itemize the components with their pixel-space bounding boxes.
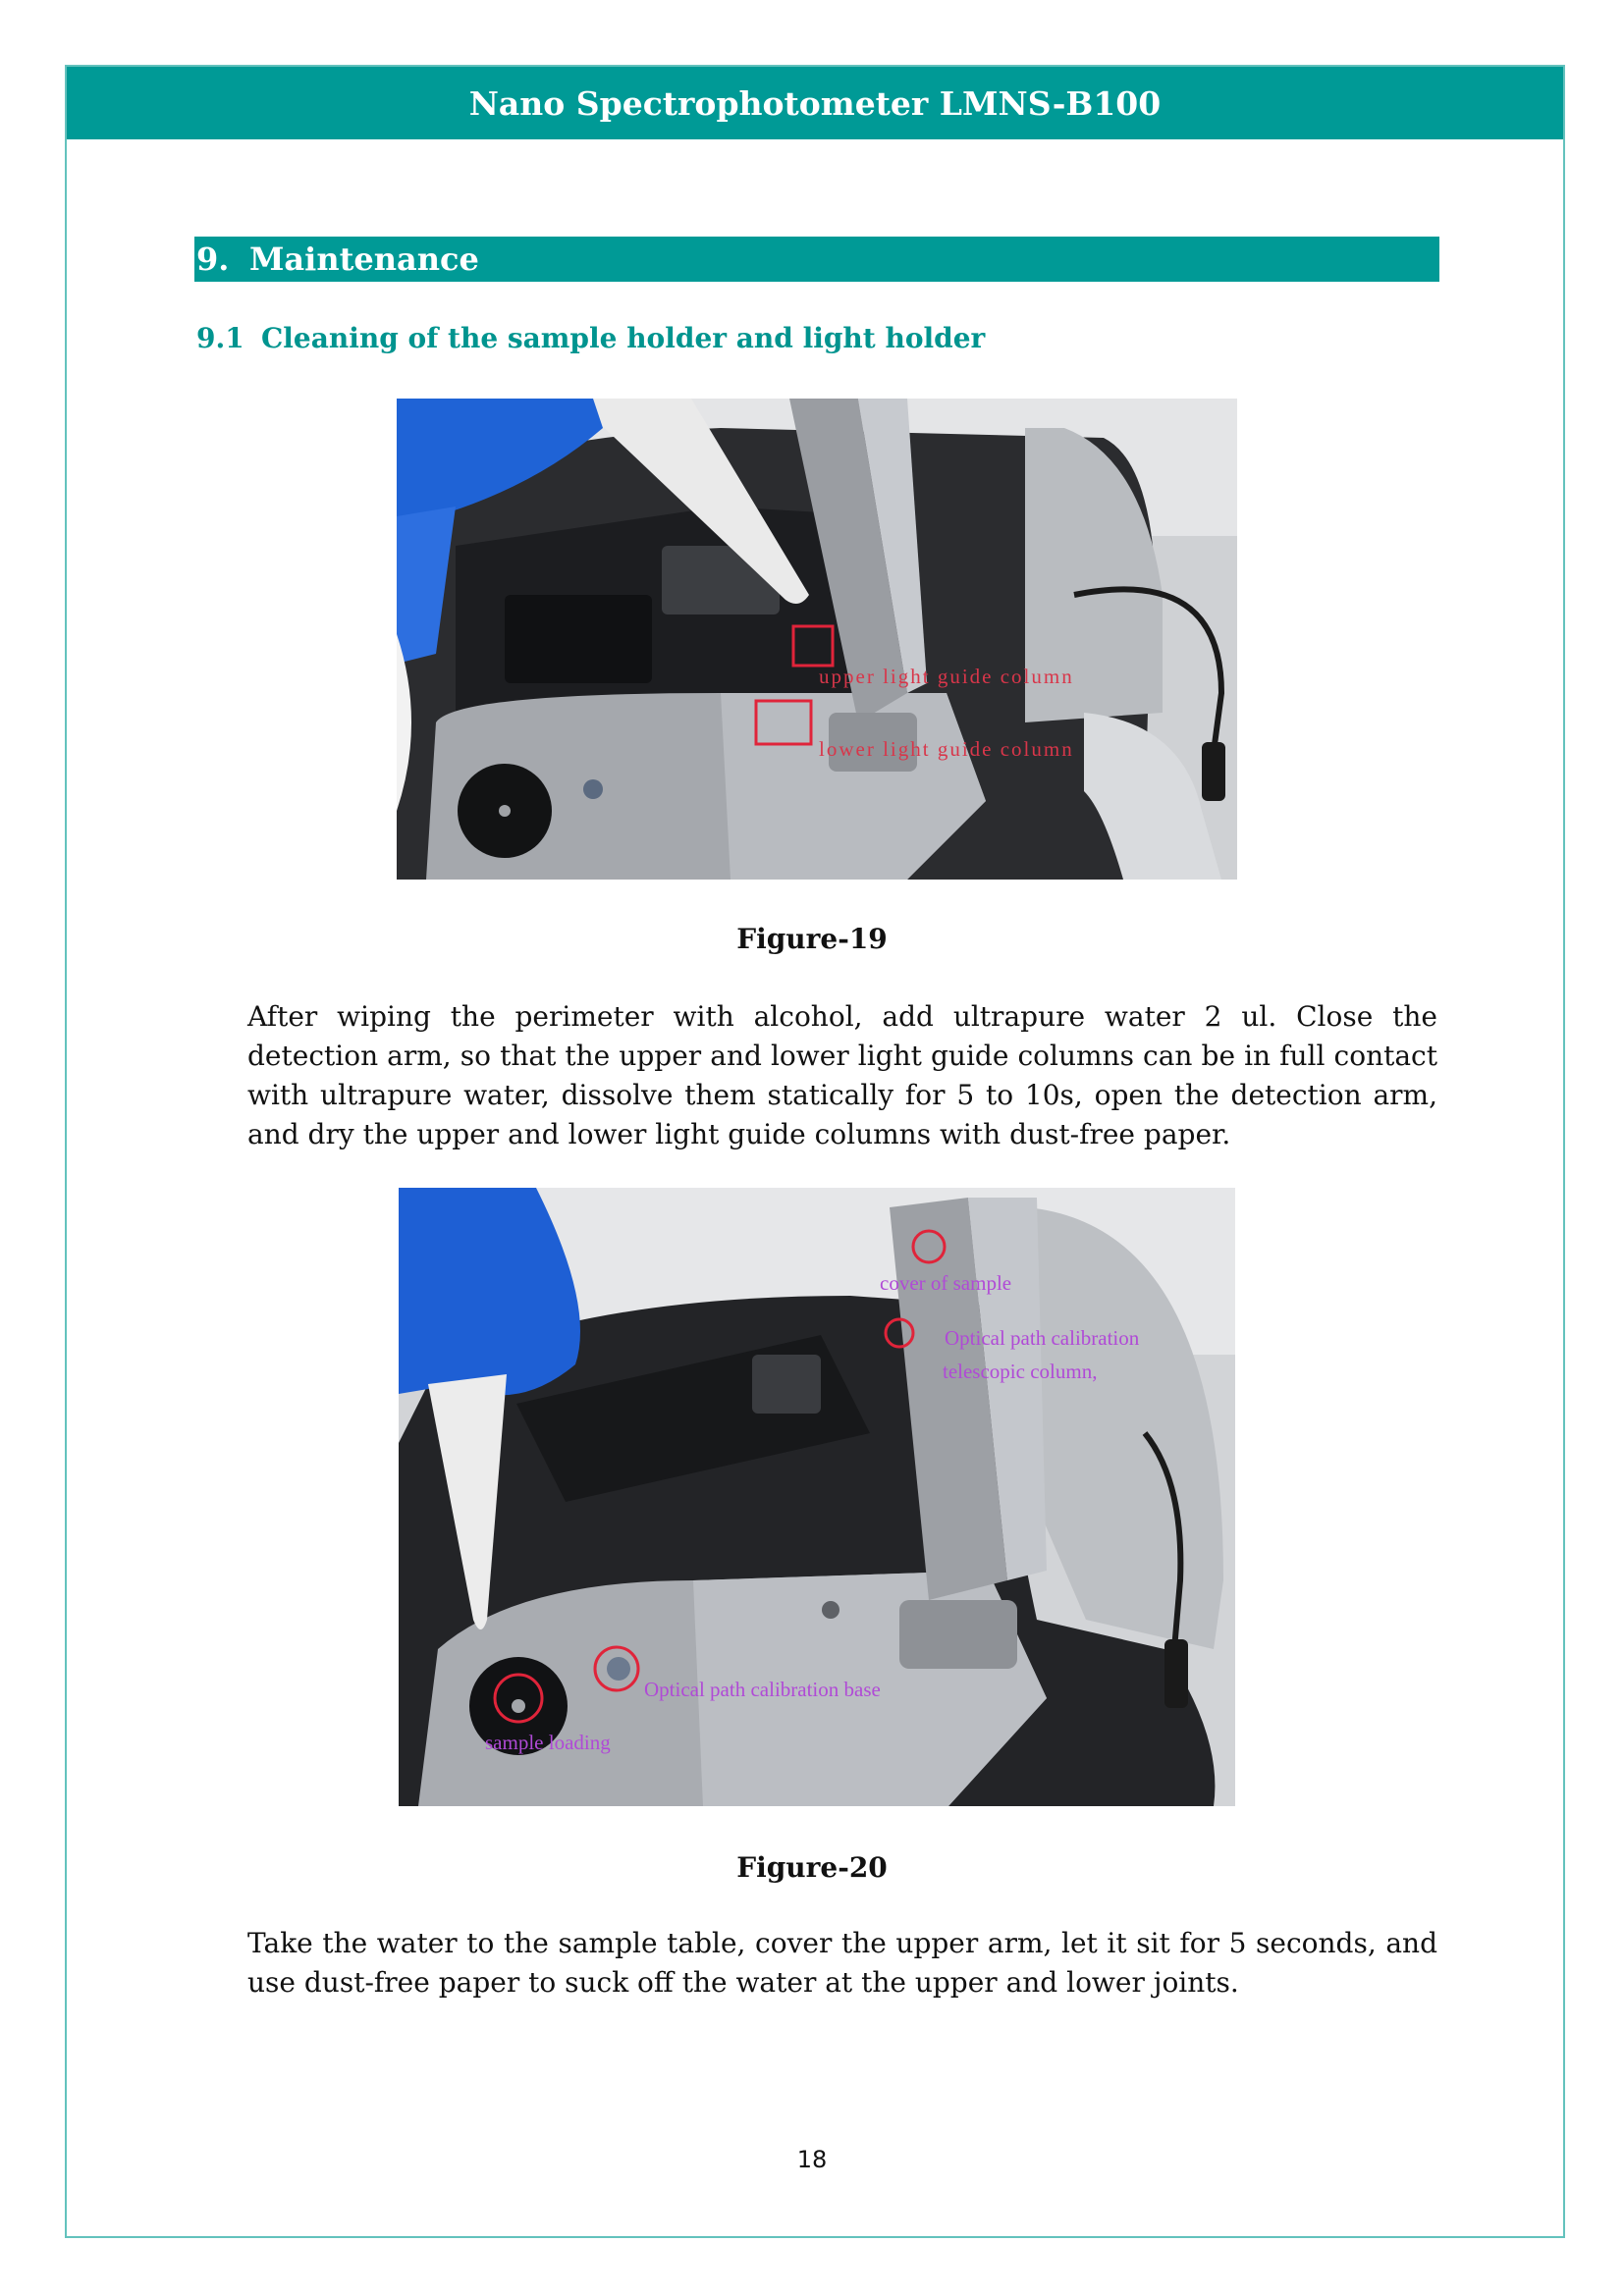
figure-20-photo <box>399 1188 1235 1806</box>
figure-19-label-lower: lower light guide column <box>819 737 1074 761</box>
section-heading <box>194 237 1439 282</box>
paragraph-2: Take the water to the sample table, cover the upper arm, let it sit for 5 seconds, and use dust-free paper to suck off the water at the upper and lower joints. <box>247 1927 1437 1999</box>
figure-20-label-telescopic: telescopic column, <box>943 1360 1098 1383</box>
section-title: Maintenance <box>249 240 479 278</box>
document-title: Nano Spectrophotometer LMNS-B100 <box>468 83 1162 123</box>
figure-20-caption: Figure-20 <box>736 1851 888 1884</box>
figure-20-label-sample-loading: sample loading <box>485 1731 611 1754</box>
figure-20-illustration <box>399 1188 1235 1806</box>
section-number: 9. <box>196 240 230 278</box>
page-number: 18 <box>796 2146 828 2173</box>
figure-20-label-cover: cover of sample <box>880 1271 1012 1295</box>
subsection-title: Cleaning of the sample holder and light holder <box>261 322 986 354</box>
figure-19-photo <box>397 399 1237 880</box>
subsection-heading <box>196 322 985 354</box>
figure-20-label-calibration: Optical path calibration <box>945 1326 1140 1350</box>
subsection-number: 9.1 <box>196 322 244 354</box>
figure-19-caption: Figure-19 <box>736 923 888 955</box>
header-bar <box>67 67 1563 139</box>
figure-19-label-upper: upper light guide column <box>819 665 1074 688</box>
figure-20-label-base: Optical path calibration base <box>644 1678 881 1701</box>
figure-19-illustration <box>397 399 1237 880</box>
paragraph-1: After wiping the perimeter with alcohol, add ultrapure water 2 ul. Close the detection arm, so that the upper and lower light guide columns can be in full contact with ultrapure water, dissolve them statically for 5 to 10s, open the detection arm, and dry the upper and lower light guide columns with dust-free paper. <box>247 1000 1437 1150</box>
